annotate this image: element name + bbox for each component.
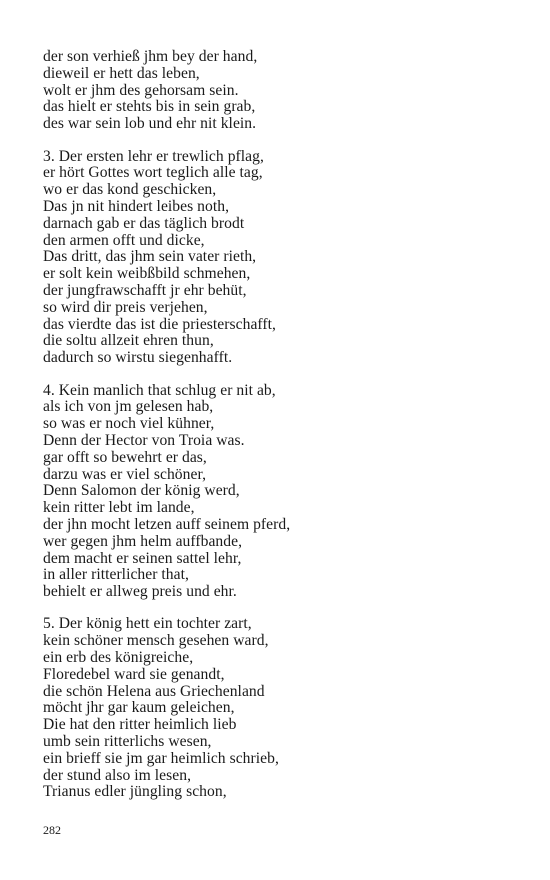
verse-text — [43, 49, 523, 817]
page-number: 282 — [43, 823, 61, 837]
verse-line: er solt kein weibßbild schmehen, — [43, 265, 251, 283]
stanza-3 — [43, 383, 523, 601]
verse-line: Denn Salomon der könig werd, — [43, 482, 240, 500]
verse-line: Das jn nit hindert leibes noth, — [43, 197, 230, 215]
verse-line: 3. Der ersten lehr er trewlich pflag, — [43, 147, 264, 165]
verse-line: ein brieff sie jm gar heimlich schrieb, — [43, 749, 279, 767]
verse-line: 4. Kein manlich that schlug er nit ab, — [43, 381, 276, 399]
verse-line: der son verhieß jhm bey der hand, — [43, 48, 258, 65]
verse-line: dadurch so wirstu siegenhafft. — [43, 349, 233, 367]
verse-line: die soltu allzeit ehren thun, — [43, 332, 214, 350]
verse-line: ein erb des königreiche, — [43, 649, 194, 667]
verse-line: Das dritt, das jhm sein vater rieth, — [43, 248, 257, 266]
verse-line: die schön Helena aus Griechenland — [43, 682, 265, 700]
verse-line: so wird dir preis verjehen, — [43, 298, 208, 316]
verse-line: kein schöner mensch gesehen ward, — [43, 632, 269, 650]
verse-line: gar offt so bewehrt er das, — [43, 448, 207, 466]
verse-line: er hört Gottes wort teglich alle tag, — [43, 164, 263, 182]
verse-line: Floredebel ward sie genandt, — [43, 665, 225, 683]
verse-line: dieweil er hett das leben, — [43, 64, 200, 82]
verse-line: umb sein ritterlichs wesen, — [43, 733, 212, 751]
verse-line: als ich von jm gelesen hab, — [43, 398, 214, 416]
verse-line: darzu was er viel schöner, — [43, 465, 207, 483]
verse-line: der jhn mocht letzen auff seinem pferd, — [43, 515, 291, 533]
verse-line: so was er noch viel kühner, — [43, 415, 215, 433]
verse-line: in aller ritterlicher that, — [43, 566, 189, 584]
stanza-4 — [43, 616, 523, 801]
verse-line: Die hat den ritter heimlich lieb — [43, 716, 237, 734]
verse-line: Trianus edler jüngling schon, — [43, 783, 227, 801]
verse-line: behielt er allweg preis und ehr. — [43, 583, 237, 601]
stanza-2 — [43, 149, 523, 367]
verse-line: möcht jhr gar kaum geleichen, — [43, 699, 235, 717]
verse-line: der stund also im lesen, — [43, 766, 192, 784]
verse-line: Denn der Hector von Troia was. — [43, 431, 245, 449]
stanza-1 — [43, 49, 523, 133]
verse-line: dem macht er seinen sattel lehr, — [43, 549, 242, 567]
verse-line: wolt er jhm des gehorsam sein. — [43, 81, 239, 99]
verse-line: darnach gab er das täglich brodt — [43, 214, 245, 232]
verse-line: wo er das kond geschicken, — [43, 181, 217, 199]
verse-line: kein ritter lebt im lande, — [43, 499, 195, 517]
verse-line: der jungfrawschafft jr ehr behüt, — [43, 281, 247, 299]
verse-line: das hielt er stehts bis in sein grab, — [43, 98, 256, 116]
verse-line: wer gegen jhm helm auffbande, — [43, 532, 243, 550]
verse-line: das vierdte das ist die priesterschafft, — [43, 315, 276, 333]
verse-line: 5. Der könig hett ein tochter zart, — [43, 615, 252, 633]
verse-line: den armen offt und dicke, — [43, 231, 205, 249]
verse-line: des war sein lob und ehr nit klein. — [43, 115, 257, 133]
